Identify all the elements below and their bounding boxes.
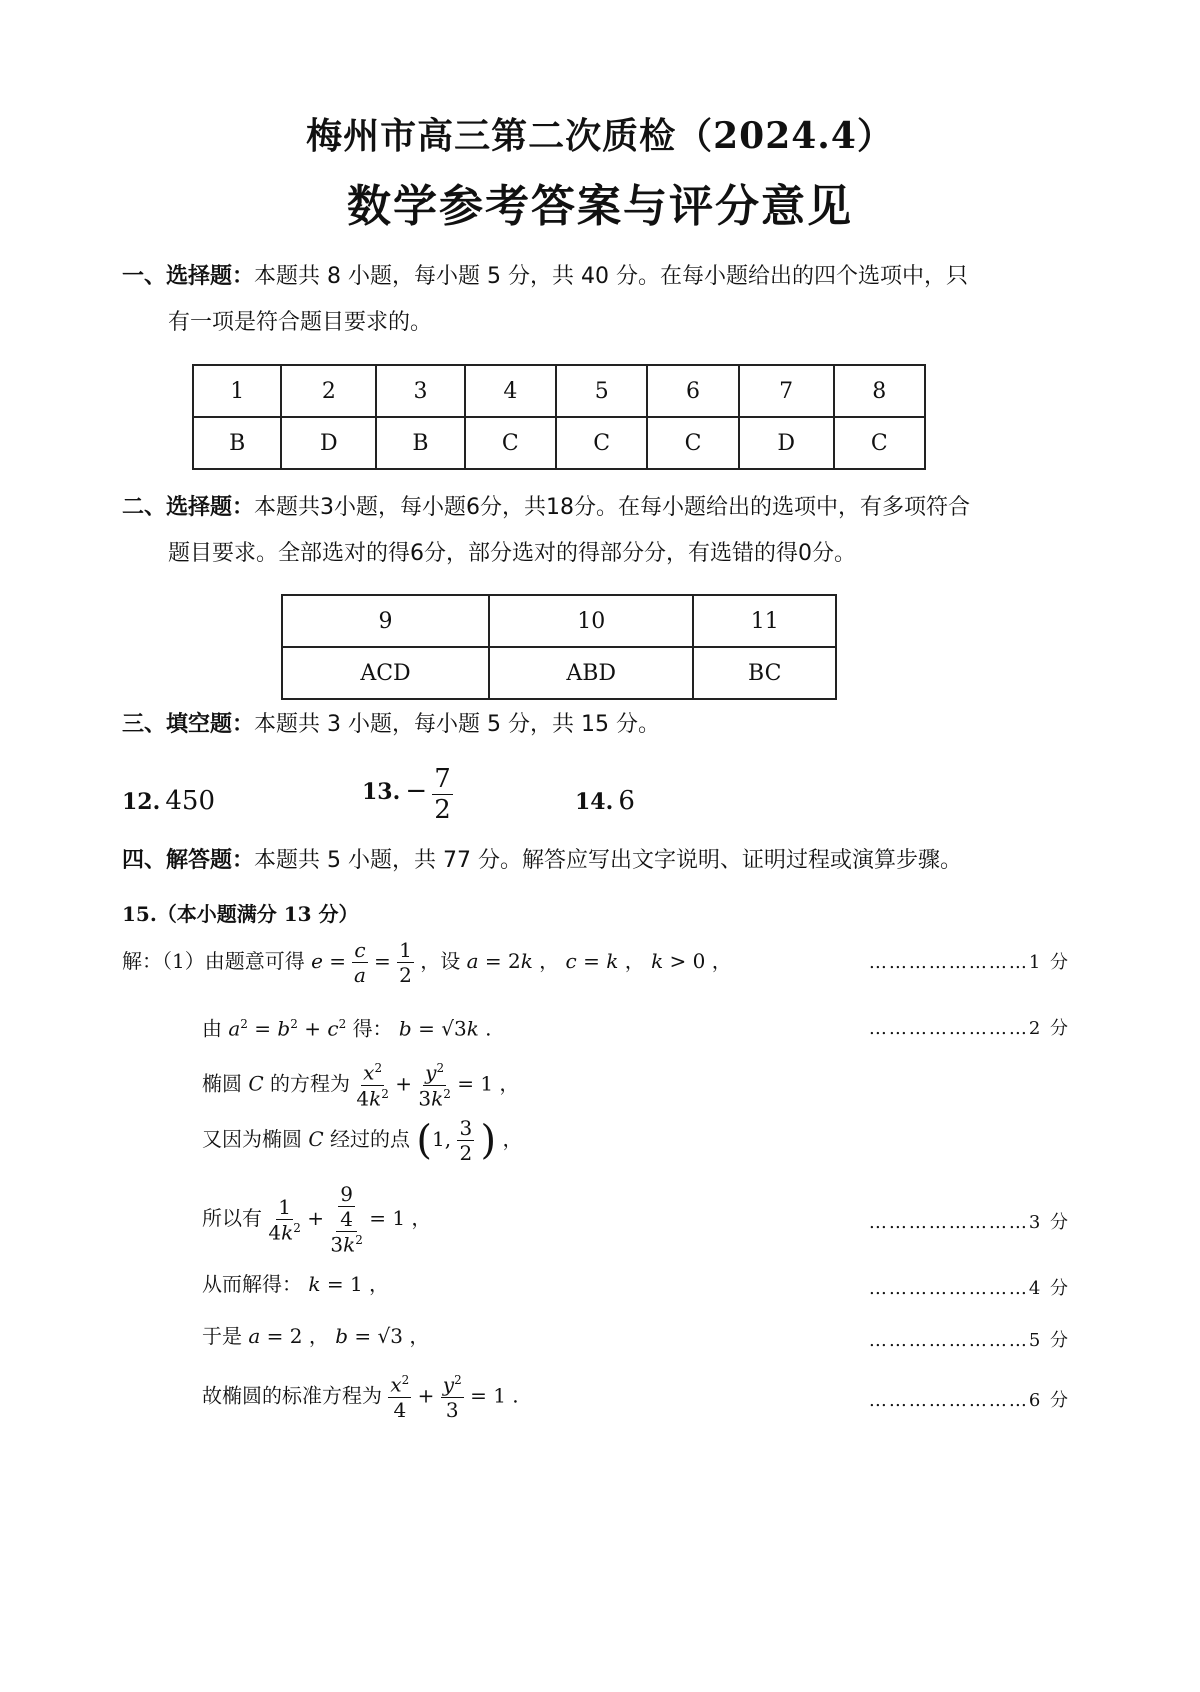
q15-line3-prefix: 椭圆 xyxy=(202,1071,242,1096)
fraction-numerator: 7 xyxy=(434,764,451,794)
fraction: $\frac{1}{4k^2}$ xyxy=(268,1194,301,1245)
q15-solution-prefix: 解：（1）由题意可得 xyxy=(122,949,305,973)
answer-12 xyxy=(122,786,215,816)
section1-text-b: 有一项是符合题目要求的。 xyxy=(168,310,433,335)
section2-text-a: 本题共3小题，每小题6分，共18分。在每小题给出的选项中，有多项符合 xyxy=(254,495,971,520)
section3-heading: 三、填空题： xyxy=(122,712,255,737)
section1-heading: 一、选择题： xyxy=(122,264,255,289)
q15-line5-prefix: 所以有 xyxy=(202,1205,262,1230)
table-cell: 2 xyxy=(281,365,376,417)
table-cell: 7 xyxy=(739,365,834,417)
section3-text: 本题共 3 小题，每小题 5 分，共 15 分。 xyxy=(254,712,660,737)
section1-answer-table xyxy=(192,364,926,470)
table-cell: D xyxy=(281,417,376,469)
answer-13-number: 13. xyxy=(362,779,401,805)
table-cell: C xyxy=(647,417,738,469)
title-line2: 数学参考答案与评分意见 xyxy=(347,181,853,232)
answer-13-sign: − xyxy=(405,776,428,806)
q15-line5: 所以有 $\frac{1}{4k^2}$ + $\frac{\frac{9}{4}}{3k^2}$ = 1 ， xyxy=(202,1182,432,1257)
fraction: $\frac{c}{a}$ xyxy=(354,938,366,987)
q15-score-4: ……………………4 分 xyxy=(868,1278,1070,1299)
fraction: $\frac{y^2}{3k^2}$ xyxy=(418,1060,451,1111)
table-cell: C xyxy=(834,417,925,469)
table-cell: 3 xyxy=(376,365,464,417)
q15-line6-prefix: 从而解得： xyxy=(202,1272,302,1296)
q15-line8-prefix: 故椭圆的标准方程为 xyxy=(202,1383,382,1408)
q15-line4-mid: 经过的点 xyxy=(330,1127,411,1151)
answer-13-fraction xyxy=(432,766,453,823)
fraction-denominator: 2 xyxy=(434,795,451,825)
section1-text-a: 本题共 8 小题，每小题 5 分，共 40 分。在每小题给出的四个选项中，只 xyxy=(254,264,968,289)
q15-score-2: ……………………2 分 xyxy=(868,1018,1070,1039)
fraction: $\frac{\frac{9}{4}}{3k^2}$ xyxy=(330,1182,363,1257)
q15-line4: 又因为椭圆 C 经过的点 (1, $\frac{3}{2}$ ) ， xyxy=(202,1116,523,1165)
q15-line6: 从而解得： k = 1 ， xyxy=(202,1272,390,1296)
table-cell: BC xyxy=(693,647,836,699)
q15-line7: 于是 a = 2 ， b = √3 ， xyxy=(202,1324,430,1348)
table-row-answers xyxy=(282,647,836,699)
table-cell: ACD xyxy=(282,647,489,699)
answer-14-number: 14. xyxy=(575,789,614,815)
table-cell: 6 xyxy=(647,365,738,417)
q15-line7-prefix: 于是 xyxy=(202,1324,242,1348)
title-line1: 梅州市高三第二次质检（2024.4） xyxy=(306,115,894,157)
answer-12-value: 450 xyxy=(165,786,216,816)
section3-intro xyxy=(122,710,660,740)
q15-line2-prefix: 由 xyxy=(202,1016,222,1041)
fraction: $\frac{y^2}{3}$ xyxy=(442,1372,462,1422)
table-cell: 4 xyxy=(465,365,556,417)
table-cell: D xyxy=(739,417,834,469)
q15-line2: 由 $a^2 = b^2 + c^2$ 得： b = √3k . xyxy=(202,1016,492,1041)
q15-score-6: ……………………6 分 xyxy=(868,1390,1070,1411)
table-cell: 11 xyxy=(693,595,836,647)
section2-intro xyxy=(122,493,1102,523)
section2-text-b: 题目要求。全部选对的得6分，部分选对的得部分分，有选错的得0分。 xyxy=(168,541,856,566)
table-cell: B xyxy=(376,417,464,469)
answer-14 xyxy=(575,786,635,816)
section4-heading: 四、解答题： xyxy=(122,848,255,873)
section4-text: 本题共 5 小题，共 77 分。解答应写出文字说明、证明过程或演算步骤。 xyxy=(254,848,962,873)
table-cell: 5 xyxy=(556,365,647,417)
q15-line2-mid: 得： xyxy=(352,1016,393,1041)
q15-line3-mid: 的方程为 xyxy=(270,1071,351,1096)
table-row-answers xyxy=(193,417,925,469)
q15-score-5: ……………………5 分 xyxy=(868,1330,1070,1351)
section2-answer-table xyxy=(281,594,837,700)
fraction: $\frac{x^2}{4k^2}$ xyxy=(356,1060,389,1111)
q15-line4-prefix: 又因为椭圆 xyxy=(202,1127,302,1151)
table-cell: 10 xyxy=(489,595,693,647)
section1-intro xyxy=(122,262,1082,292)
section4-intro xyxy=(122,846,962,876)
q15-line8: 故椭圆的标准方程为 $\frac{x^2}{4}$ + $\frac{y^2}{3}$ = 1 . xyxy=(202,1372,519,1422)
fraction: $\frac{1}{2}$ xyxy=(399,938,412,987)
section2-heading: 二、选择题： xyxy=(122,495,255,520)
answer-13 xyxy=(362,766,453,823)
table-cell: 8 xyxy=(834,365,925,417)
q15-score-1: ……………………1 分 xyxy=(868,952,1070,973)
fraction: $\frac{3}{2}$ xyxy=(459,1116,473,1165)
table-cell: B xyxy=(193,417,281,469)
table-cell: C xyxy=(465,417,556,469)
answer-12-number: 12. xyxy=(122,789,161,815)
q15-title: 15.（本小题满分 13 分） xyxy=(122,902,359,926)
table-cell: C xyxy=(556,417,647,469)
q15-score-3: ……………………3 分 xyxy=(868,1212,1070,1233)
table-cell: ABD xyxy=(489,647,693,699)
table-row-numbers xyxy=(282,595,836,647)
answer-14-value: 6 xyxy=(618,786,635,816)
fraction: $\frac{x^2}{4}$ xyxy=(390,1372,410,1422)
q15-line3: 椭圆 C 的方程为 $\frac{x^2}{4k^2}$ + $\frac{y^2}{3k^2}$ = 1 ， xyxy=(202,1060,520,1111)
table-cell: 9 xyxy=(282,595,489,647)
table-cell: 1 xyxy=(193,365,281,417)
table-row-numbers xyxy=(193,365,925,417)
q15-line1: 解：（1）由题意可得 e = $\frac{c}{a}$ = $\frac{1}{2}$ ，设 a = 2k ， c = k ， k > 0 ， xyxy=(122,938,732,987)
